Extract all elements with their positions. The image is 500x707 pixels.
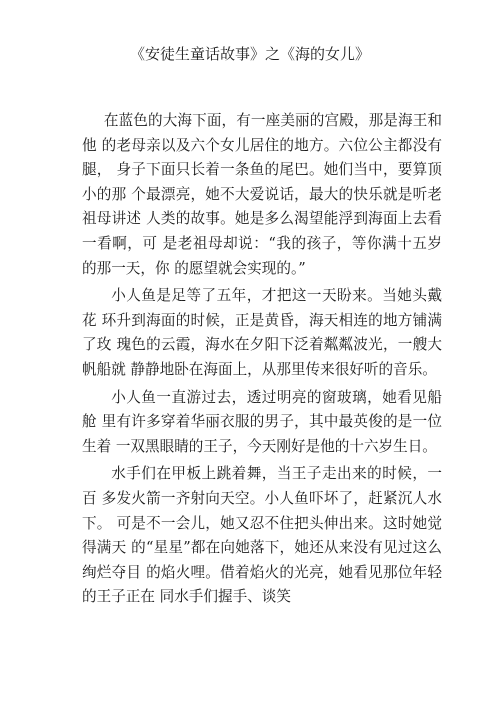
document-title: 《安徒生童话故事》之《海的女儿》	[129, 45, 370, 63]
paragraph-4: 水手们在甲板上跳着舞，当王子走出来的时候，一百 多发火箭一齐射向天空。小人鱼吓坏了，赶紧沉人水下。 可是不一会儿，她又忍不住把头伸出来。这时她觉得满天 的“星星”都在向她落下，她还从来没有见过这么绚烂夺目 的焰火哩。借着焰火的光亮，她看见那位年轻的王子正在 同水手们握手、谈笑	[82, 465, 442, 606]
paragraph-3: 小人鱼一直游过去，透过明亮的窗玻璃，她看见船舱 里有许多穿着华丽衣服的男子，其中最英俊的是一位生着 一双黑眼睛的王子，今天刚好是他的十六岁生日。	[82, 388, 442, 455]
paragraph-2: 小人鱼是足等了五年，才把这一天盼来。当她头戴花 环升到海面的时候，正是黄昏，海天相连的地方铺满了玫 瑰色的云霞，海水在夕阳下泛着粼粼波光，一艘大帆船就 静静地卧在海面上，从那里传来很好听的音乐。	[82, 287, 442, 378]
paragraph-1: 在蓝色的大海下面，有一座美丽的宫殿，那是海王和他 的老母亲以及六个女儿居住的地方。六位公主都没有腿， 身子下面只长着一条鱼的尾巴。她们当中，要算顶小的那 个最漂亮，她不大爱说话，最大的快乐就是听老祖母讲述 人类的故事。她是多么渴望能浮到海面上去看一看啊，可 是老祖母却说：“我的孩子，等你满十五岁的那一天，你 的愿望就会实现的。”	[82, 112, 442, 277]
document-body	[82, 109, 442, 613]
